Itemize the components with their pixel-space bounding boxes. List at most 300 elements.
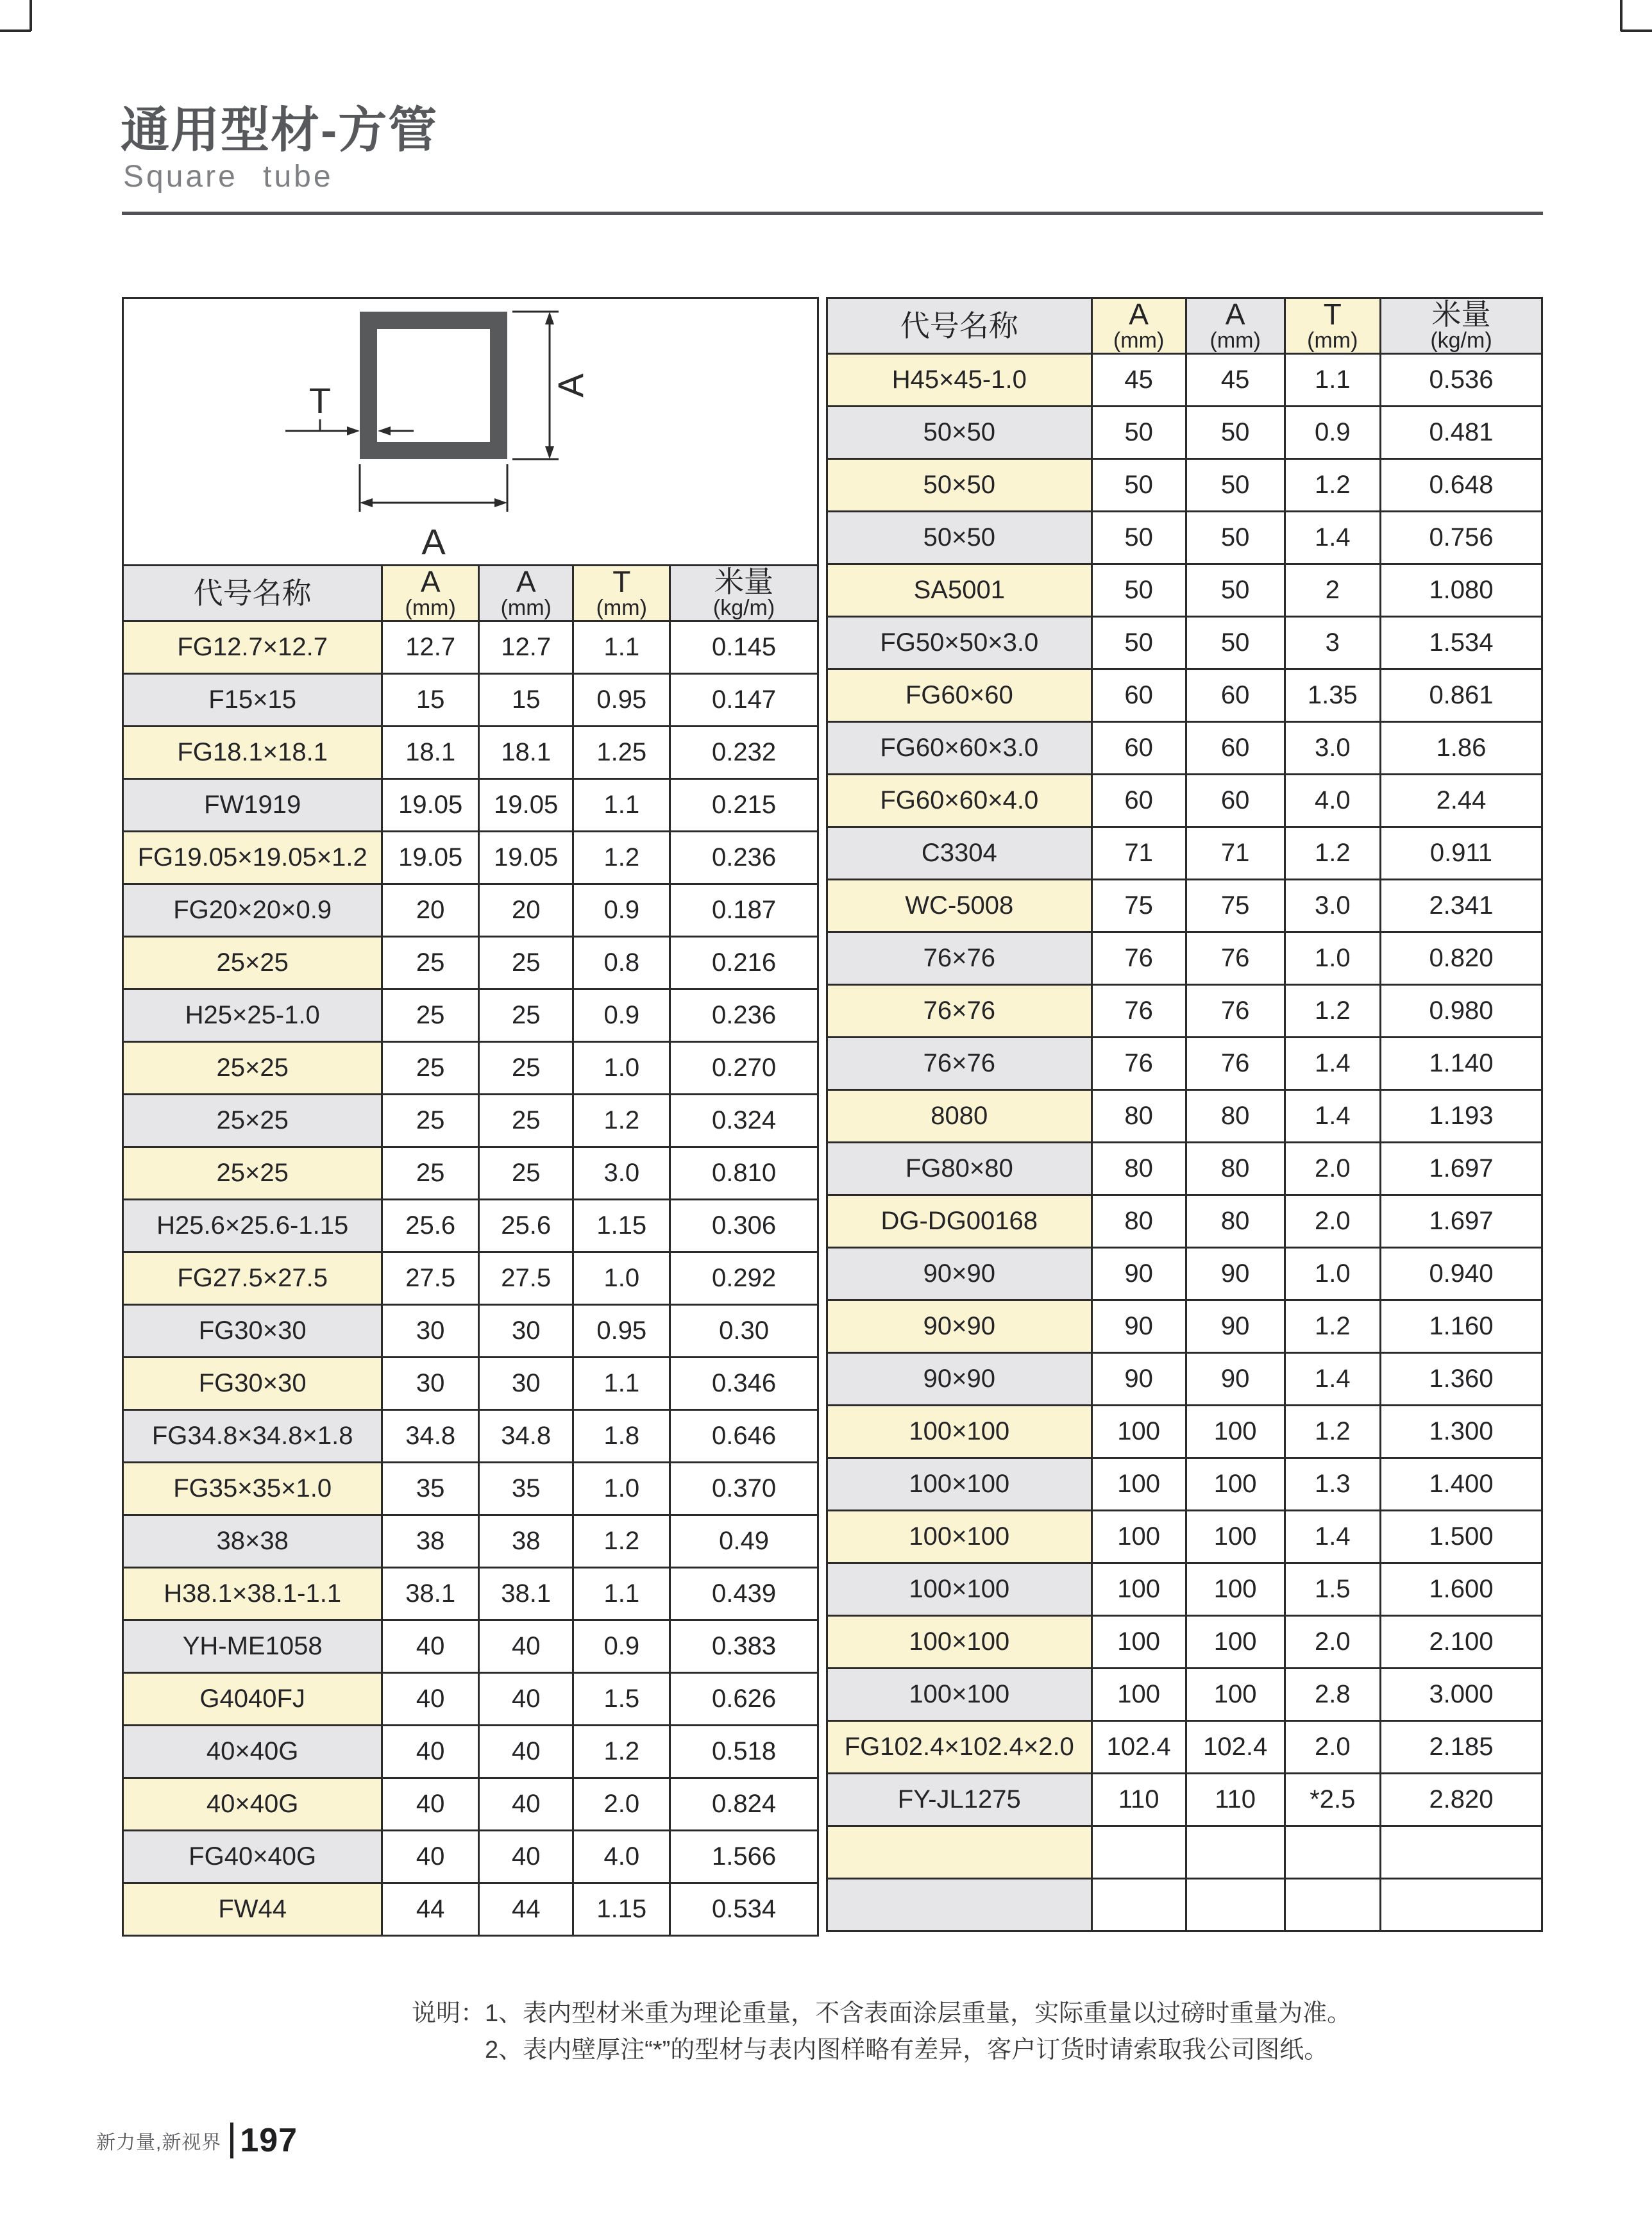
table-row	[827, 1090, 1542, 1143]
column-header: 代号名称	[123, 566, 382, 621]
code-name-cell: FG12.7×12.7	[123, 621, 382, 674]
column-header: A (mm)	[479, 566, 573, 621]
page-subtitle: Square tube	[123, 160, 333, 194]
value-cell: 1.4	[1285, 1038, 1380, 1090]
value-cell: 34.8	[479, 1410, 573, 1463]
table-row	[123, 937, 818, 989]
crop-mark-top-left-horizontal	[0, 29, 31, 32]
value-cell: 100	[1092, 1669, 1186, 1721]
value-cell: 50	[1186, 407, 1285, 459]
value-cell: 20	[479, 884, 573, 937]
value-cell: 40	[382, 1778, 479, 1831]
dimension-label-height: A	[550, 373, 591, 398]
value-cell: 3.0	[1285, 880, 1380, 932]
value-cell: 1.2	[1285, 1406, 1380, 1458]
page-title: 通用型材-方管	[121, 103, 439, 158]
table-row	[827, 354, 1542, 407]
table-row	[827, 827, 1542, 880]
code-name-cell: 25×25	[123, 1147, 382, 1200]
value-cell: 60	[1092, 722, 1186, 775]
table-row	[827, 722, 1542, 775]
value-cell: 2	[1285, 564, 1380, 617]
code-name-cell: FG80×80	[827, 1143, 1092, 1195]
value-cell: 100	[1092, 1563, 1186, 1616]
value-cell: 0.145	[670, 621, 818, 674]
code-name-cell: F15×15	[123, 674, 382, 727]
table-row	[827, 1458, 1542, 1511]
footer-slogan: 新力量,新视界	[96, 2132, 222, 2153]
value-cell: 0.980	[1380, 985, 1542, 1038]
value-cell: 30	[479, 1305, 573, 1358]
code-name-cell: WC-5008	[827, 880, 1092, 932]
value-cell: 110	[1186, 1774, 1285, 1826]
table-row	[827, 407, 1542, 459]
code-name-cell: 100×100	[827, 1511, 1092, 1563]
value-cell: 80	[1186, 1143, 1285, 1195]
code-name-cell: FG35×35×1.0	[123, 1463, 382, 1515]
code-name-cell: 90×90	[827, 1353, 1092, 1406]
tube-cross-section-diagram	[122, 297, 819, 566]
value-cell: 2.820	[1380, 1774, 1542, 1826]
value-cell: 1.15	[573, 1883, 670, 1936]
table-row	[123, 1252, 818, 1305]
footer-divider	[230, 2123, 233, 2158]
value-cell: 2.0	[1285, 1721, 1380, 1774]
value-cell: 19.05	[382, 779, 479, 832]
table-row	[827, 669, 1542, 722]
value-cell: 76	[1186, 985, 1285, 1038]
table-row	[123, 832, 818, 884]
value-cell: 100	[1186, 1669, 1285, 1721]
value-cell: 40	[382, 1620, 479, 1673]
value-cell: 1.1	[573, 621, 670, 674]
value-cell: 1.2	[1285, 459, 1380, 512]
code-name-cell: 76×76	[827, 1038, 1092, 1090]
value-cell: 0.518	[670, 1726, 818, 1778]
code-name-cell	[827, 1826, 1092, 1879]
code-name-cell: FG19.05×19.05×1.2	[123, 832, 382, 884]
value-cell: 0.940	[1380, 1248, 1542, 1300]
catalog-content	[122, 297, 1543, 1943]
value-cell: 0.820	[1380, 932, 1542, 985]
value-cell: 1.3	[1285, 1458, 1380, 1511]
value-cell: 50	[1092, 407, 1186, 459]
code-name-cell: FG34.8×34.8×1.8	[123, 1410, 382, 1463]
column-header: A (mm)	[1092, 298, 1186, 354]
value-cell: 25	[479, 1042, 573, 1095]
crop-mark-top-right-horizontal	[1621, 29, 1652, 32]
value-cell: 1.600	[1380, 1563, 1542, 1616]
value-cell: 15	[479, 674, 573, 727]
code-name-cell: FG27.5×27.5	[123, 1252, 382, 1305]
value-cell: 19.05	[382, 832, 479, 884]
code-name-cell: 40×40G	[123, 1726, 382, 1778]
page-number: 197	[240, 2122, 298, 2159]
value-cell: 2.0	[573, 1778, 670, 1831]
value-cell: 90	[1186, 1353, 1285, 1406]
value-cell: 0.756	[1380, 512, 1542, 564]
value-cell: 90	[1186, 1248, 1285, 1300]
value-cell	[1380, 1879, 1542, 1931]
code-name-cell: FG20×20×0.9	[123, 884, 382, 937]
code-name-cell: FG102.4×102.4×2.0	[827, 1721, 1092, 1774]
value-cell: 0.810	[670, 1147, 818, 1200]
code-name-cell: FG60×60×3.0	[827, 722, 1092, 775]
code-name-cell: 25×25	[123, 1042, 382, 1095]
table-row	[827, 512, 1542, 564]
value-cell: 2.100	[1380, 1616, 1542, 1669]
table-row	[123, 1831, 818, 1883]
value-cell: 3.0	[573, 1147, 670, 1200]
title-divider-rule	[122, 212, 1543, 215]
crop-mark-top-right-vertical	[1620, 0, 1622, 31]
table-row	[827, 617, 1542, 669]
value-cell: 0.383	[670, 1620, 818, 1673]
value-cell: 90	[1092, 1353, 1186, 1406]
value-cell: 0.481	[1380, 407, 1542, 459]
value-cell: 2.0	[1285, 1195, 1380, 1248]
crop-mark-top-left-vertical	[30, 0, 32, 31]
table-row	[827, 1300, 1542, 1353]
value-cell: 3	[1285, 617, 1380, 669]
value-cell: 12.7	[382, 621, 479, 674]
value-cell: 50	[1186, 617, 1285, 669]
value-cell: 0.536	[1380, 354, 1542, 407]
value-cell: 25	[382, 1095, 479, 1147]
value-cell: 76	[1092, 985, 1186, 1038]
value-cell: 2.0	[1285, 1143, 1380, 1195]
value-cell: *2.5	[1285, 1774, 1380, 1826]
value-cell: 80	[1092, 1195, 1186, 1248]
code-name-cell: H38.1×38.1-1.1	[123, 1568, 382, 1620]
value-cell: 30	[382, 1358, 479, 1410]
value-cell: 76	[1092, 932, 1186, 985]
value-cell: 2.341	[1380, 880, 1542, 932]
table-row	[123, 1042, 818, 1095]
value-cell: 0.324	[670, 1095, 818, 1147]
code-name-cell: 8080	[827, 1090, 1092, 1143]
value-cell: 1.86	[1380, 722, 1542, 775]
value-cell: 30	[479, 1358, 573, 1410]
column-header: 代号名称	[827, 298, 1092, 354]
value-cell: 75	[1092, 880, 1186, 932]
value-cell: 0.861	[1380, 669, 1542, 722]
value-cell: 40	[479, 1620, 573, 1673]
value-cell: 0.216	[670, 937, 818, 989]
table-row	[827, 1616, 1542, 1669]
value-cell: 100	[1186, 1563, 1285, 1616]
value-cell: 0.306	[670, 1200, 818, 1252]
value-cell: 110	[1092, 1774, 1186, 1826]
code-name-cell: 50×50	[827, 512, 1092, 564]
value-cell: 50	[1092, 512, 1186, 564]
value-cell: 1.4	[1285, 1353, 1380, 1406]
value-cell: 100	[1092, 1406, 1186, 1458]
value-cell: 1.0	[1285, 1248, 1380, 1300]
value-cell: 1.140	[1380, 1038, 1542, 1090]
value-cell: 25.6	[382, 1200, 479, 1252]
value-cell: 60	[1186, 722, 1285, 775]
value-cell: 27.5	[479, 1252, 573, 1305]
code-name-cell: FG30×30	[123, 1358, 382, 1410]
value-cell: 90	[1092, 1248, 1186, 1300]
note-line-2: 2、表内壁厚注“*”的型材与表内图样略有差异，客户订货时请索取我公司图纸。	[485, 2037, 1329, 2064]
value-cell: 100	[1186, 1406, 1285, 1458]
value-cell: 1.0	[573, 1463, 670, 1515]
value-cell: 3.0	[1285, 722, 1380, 775]
value-cell: 25	[382, 1042, 479, 1095]
value-cell: 1.1	[573, 1568, 670, 1620]
notes-prefix: 说明：	[412, 2000, 485, 2027]
column-header: A (mm)	[382, 566, 479, 621]
notes-block	[412, 1996, 1351, 2069]
value-cell: 50	[1186, 564, 1285, 617]
value-cell: 1.5	[573, 1673, 670, 1726]
value-cell: 1.5	[1285, 1563, 1380, 1616]
table-row	[123, 1568, 818, 1620]
value-cell: 102.4	[1186, 1721, 1285, 1774]
value-cell: 100	[1186, 1616, 1285, 1669]
value-cell: 0.648	[1380, 459, 1542, 512]
code-name-cell: 38×38	[123, 1515, 382, 1568]
value-cell: 1.697	[1380, 1195, 1542, 1248]
table-row	[123, 1515, 818, 1568]
value-cell: 38.1	[382, 1568, 479, 1620]
value-cell: 0.236	[670, 832, 818, 884]
value-cell: 38	[382, 1515, 479, 1568]
value-cell: 0.626	[670, 1673, 818, 1726]
value-cell: 1.4	[1285, 1511, 1380, 1563]
value-cell: 35	[479, 1463, 573, 1515]
value-cell: 0.95	[573, 1305, 670, 1358]
value-cell: 80	[1186, 1090, 1285, 1143]
value-cell: 40	[479, 1726, 573, 1778]
value-cell: 1.566	[670, 1831, 818, 1883]
value-cell: 60	[1186, 669, 1285, 722]
table-row	[827, 985, 1542, 1038]
value-cell: 60	[1186, 775, 1285, 827]
code-name-cell: 90×90	[827, 1248, 1092, 1300]
value-cell: 0.9	[1285, 407, 1380, 459]
code-name-cell: 50×50	[827, 459, 1092, 512]
table-row	[123, 1883, 818, 1936]
page-footer	[96, 2121, 298, 2160]
table-row	[827, 1826, 1542, 1879]
value-cell: 44	[382, 1883, 479, 1936]
value-cell: 3.000	[1380, 1669, 1542, 1721]
value-cell: 0.911	[1380, 827, 1542, 880]
code-name-cell: FW44	[123, 1883, 382, 1936]
table-row	[123, 674, 818, 727]
table-row	[123, 1463, 818, 1515]
value-cell: 2.44	[1380, 775, 1542, 827]
code-name-cell: FG50×50×3.0	[827, 617, 1092, 669]
value-cell: 2.8	[1285, 1669, 1380, 1721]
table-row	[827, 880, 1542, 932]
value-cell: 20	[382, 884, 479, 937]
value-cell: 1.160	[1380, 1300, 1542, 1353]
value-cell: 40	[479, 1831, 573, 1883]
value-cell: 80	[1186, 1195, 1285, 1248]
value-cell: 1.697	[1380, 1143, 1542, 1195]
value-cell: 0.9	[573, 884, 670, 937]
value-cell: 4.0	[573, 1831, 670, 1883]
value-cell: 25	[382, 1147, 479, 1200]
value-cell: 25	[479, 1095, 573, 1147]
note-line-1: 1、表内型材米重为理论重量，不含表面涂层重量，实际重量以过磅时重量为准。	[485, 2000, 1352, 2027]
column-header: 米量 (kg/m)	[670, 566, 818, 621]
table-row	[827, 1511, 1542, 1563]
value-cell: 1.2	[573, 832, 670, 884]
value-cell: 50	[1092, 564, 1186, 617]
value-cell: 1.500	[1380, 1511, 1542, 1563]
table-row	[827, 1143, 1542, 1195]
value-cell: 2.185	[1380, 1721, 1542, 1774]
table-row	[123, 1147, 818, 1200]
value-cell	[1186, 1826, 1285, 1879]
table-row	[827, 1248, 1542, 1300]
value-cell: 25	[479, 937, 573, 989]
code-name-cell: 25×25	[123, 1095, 382, 1147]
value-cell: 1.0	[573, 1252, 670, 1305]
value-cell: 76	[1186, 1038, 1285, 1090]
code-name-cell: 100×100	[827, 1563, 1092, 1616]
value-cell: 25	[479, 1147, 573, 1200]
value-cell: 1.0	[1285, 932, 1380, 985]
value-cell: 100	[1092, 1616, 1186, 1669]
code-name-cell: 25×25	[123, 937, 382, 989]
code-name-cell: 50×50	[827, 407, 1092, 459]
value-cell: 45	[1092, 354, 1186, 407]
value-cell: 71	[1186, 827, 1285, 880]
table-row	[827, 459, 1542, 512]
value-cell: 71	[1092, 827, 1186, 880]
code-name-cell: H25.6×25.6-1.15	[123, 1200, 382, 1252]
value-cell: 1.534	[1380, 617, 1542, 669]
code-name-cell: SA5001	[827, 564, 1092, 617]
value-cell: 1.15	[573, 1200, 670, 1252]
table-row	[123, 1778, 818, 1831]
value-cell: 1.8	[573, 1410, 670, 1463]
value-cell: 1.300	[1380, 1406, 1542, 1458]
table-row	[123, 621, 818, 674]
value-cell: 1.360	[1380, 1353, 1542, 1406]
table-row	[827, 564, 1542, 617]
value-cell: 1.1	[573, 1358, 670, 1410]
code-name-cell: 76×76	[827, 985, 1092, 1038]
column-header: 米量 (kg/m)	[1380, 298, 1542, 354]
value-cell: 25	[382, 989, 479, 1042]
value-cell: 90	[1092, 1300, 1186, 1353]
value-cell: 25	[382, 937, 479, 989]
value-cell: 1.4	[1285, 1090, 1380, 1143]
value-cell: 1.193	[1380, 1090, 1542, 1143]
value-cell: 1.25	[573, 727, 670, 779]
table-row	[827, 1406, 1542, 1458]
table-row	[123, 884, 818, 937]
value-cell: 19.05	[479, 832, 573, 884]
table-row	[123, 1620, 818, 1673]
value-cell: 0.232	[670, 727, 818, 779]
value-cell: 1.1	[573, 779, 670, 832]
tube-inner-cavity	[377, 329, 490, 442]
square-tube-drawing	[124, 299, 813, 560]
value-cell: 40	[382, 1673, 479, 1726]
value-cell: 50	[1186, 512, 1285, 564]
table-row	[123, 1305, 818, 1358]
code-name-cell: FG60×60×4.0	[827, 775, 1092, 827]
table-row	[123, 1673, 818, 1726]
dimension-label-thickness: T	[308, 380, 332, 421]
value-cell: 0.9	[573, 1620, 670, 1673]
value-cell: 45	[1186, 354, 1285, 407]
code-name-cell: 100×100	[827, 1406, 1092, 1458]
code-name-cell	[827, 1879, 1092, 1931]
value-cell: 1.400	[1380, 1458, 1542, 1511]
table-row	[827, 775, 1542, 827]
table-row	[123, 989, 818, 1042]
value-cell: 25.6	[479, 1200, 573, 1252]
value-cell: 1.2	[1285, 985, 1380, 1038]
value-cell: 1.2	[573, 1095, 670, 1147]
value-cell: 0.270	[670, 1042, 818, 1095]
code-name-cell: FG30×30	[123, 1305, 382, 1358]
table-row	[123, 727, 818, 779]
code-name-cell: 76×76	[827, 932, 1092, 985]
value-cell: 76	[1092, 1038, 1186, 1090]
left-spec-table	[122, 564, 819, 1937]
value-cell: 0.147	[670, 674, 818, 727]
code-name-cell: 90×90	[827, 1300, 1092, 1353]
value-cell: 0.9	[573, 989, 670, 1042]
value-cell	[1092, 1879, 1186, 1931]
dimension-label-width: A	[421, 521, 446, 560]
value-cell: 0.346	[670, 1358, 818, 1410]
value-cell: 0.30	[670, 1305, 818, 1358]
table-row	[123, 1410, 818, 1463]
value-cell: 35	[382, 1463, 479, 1515]
value-cell: 1.2	[573, 1726, 670, 1778]
value-cell: 1.2	[1285, 827, 1380, 880]
value-cell: 90	[1186, 1300, 1285, 1353]
value-cell: 100	[1092, 1458, 1186, 1511]
right-panel	[826, 297, 1543, 1932]
table-row	[827, 932, 1542, 985]
value-cell: 0.292	[670, 1252, 818, 1305]
value-cell: 0.534	[670, 1883, 818, 1936]
value-cell: 76	[1186, 932, 1285, 985]
value-cell: 60	[1092, 775, 1186, 827]
value-cell: 0.8	[573, 937, 670, 989]
value-cell: 30	[382, 1305, 479, 1358]
value-cell: 80	[1092, 1090, 1186, 1143]
value-cell: 18.1	[382, 727, 479, 779]
value-cell: 1.0	[573, 1042, 670, 1095]
value-cell: 44	[479, 1883, 573, 1936]
value-cell: 0.187	[670, 884, 818, 937]
value-cell	[1092, 1826, 1186, 1879]
code-name-cell: FW1919	[123, 779, 382, 832]
value-cell	[1285, 1879, 1380, 1931]
value-cell: 1.4	[1285, 512, 1380, 564]
value-cell: 1.1	[1285, 354, 1380, 407]
value-cell: 0.646	[670, 1410, 818, 1463]
table-row	[123, 1095, 818, 1147]
value-cell: 40	[479, 1778, 573, 1831]
value-cell: 0.95	[573, 674, 670, 727]
value-cell: 0.439	[670, 1568, 818, 1620]
value-cell: 15	[382, 674, 479, 727]
